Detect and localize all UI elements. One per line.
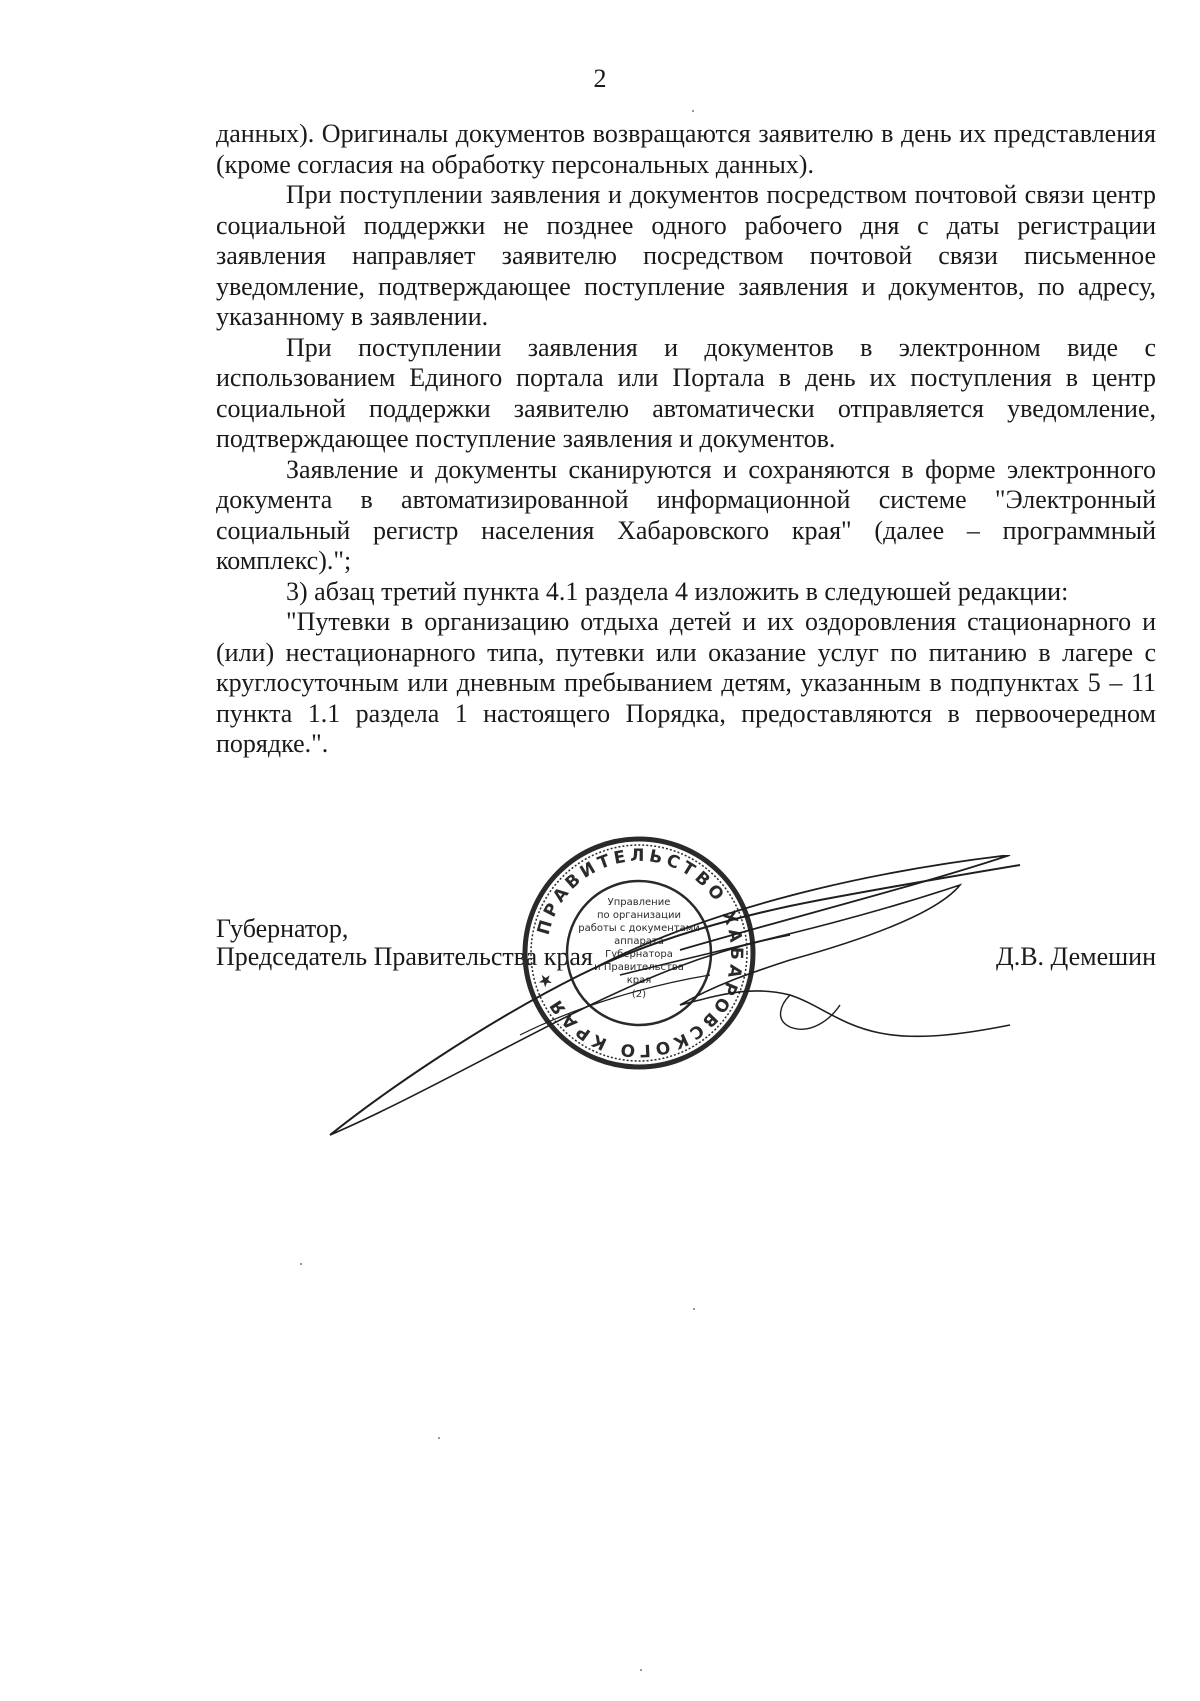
paragraph-electronic: При поступлении заявления и документов в электронном виде с использованием Единого портала или Портала в день их поступления в центр социальной поддержки заявителю автоматически отправляется уведомление, подтверждающее поступление заявления и документов.	[216, 332, 1156, 453]
paragraph-continuation: данных). Оригиналы документов возвращаются заявителю в день их представления (кроме согласия на обработку персональных данных).	[216, 119, 1156, 179]
svg-text:ПРАВИТЕЛЬСТВО ХАБАРОВСКОГО КРА: ПРАВИТЕЛЬСТВО ХАБАРОВСКОГО КРАЯ ★	[533, 845, 747, 1061]
svg-text:края: края	[626, 975, 652, 986]
signer-title-line-2: Председатель Правительства края	[216, 942, 593, 971]
svg-text:Губернатора: Губернатора	[605, 949, 673, 960]
scan-speck	[692, 110, 694, 112]
paragraph-vouchers: "Путевки в организацию отдыха детей и их оздоровления стационарного и (или) нестационарного типа, путевки или оказание услуг по питанию в лагере с круглосуточным или дневным пребыванием детям, указанным в подпунктах 5 – 11 пункта 1.1 раздела 1 настоящего Порядка, предоставляются в первоочередном порядке.".	[216, 607, 1156, 758]
svg-text:Управление: Управление	[607, 897, 671, 908]
signer-name: Д.В. Демешин	[995, 942, 1156, 971]
signer-title-line-1: Губернатор,	[216, 914, 349, 943]
paragraph-postal: При поступлении заявления и документов посредством почтовой связи центр социальной поддержки не позднее одного рабочего дня с даты регистрации заявления направляет заявителю посредством почтовой связи письменное уведомление, подтверждающее поступление заявления и документов, по адресу, указанному в заявлении.	[216, 180, 1156, 331]
svg-text:по организации: по организации	[597, 910, 681, 921]
handwritten-signature	[320, 855, 1060, 1155]
scan-speck	[640, 1669, 642, 1671]
scan-speck	[438, 1437, 440, 1439]
svg-text:(2): (2)	[631, 989, 647, 1000]
scan-speck	[693, 1308, 695, 1310]
document-body	[216, 119, 1156, 760]
svg-text:работы с документами: работы с документами	[578, 923, 700, 934]
paragraph-amendment-3: 3) абзац третий пункта 4.1 раздела 4 изложить в следуюшей редакции:	[286, 576, 1069, 606]
svg-text:аппарата: аппарата	[614, 936, 664, 947]
scan-speck	[300, 1263, 302, 1265]
paragraph-scanning: Заявление и документы сканируются и сохраняются в форме электронного документа в автоматизированной информационной системе "Электронный социальный регистр населения Хабаровского края" (далее – программный комплекс).";	[216, 454, 1156, 575]
page-number: 2	[593, 64, 607, 93]
svg-text:и Правительства: и Правительства	[594, 962, 684, 973]
